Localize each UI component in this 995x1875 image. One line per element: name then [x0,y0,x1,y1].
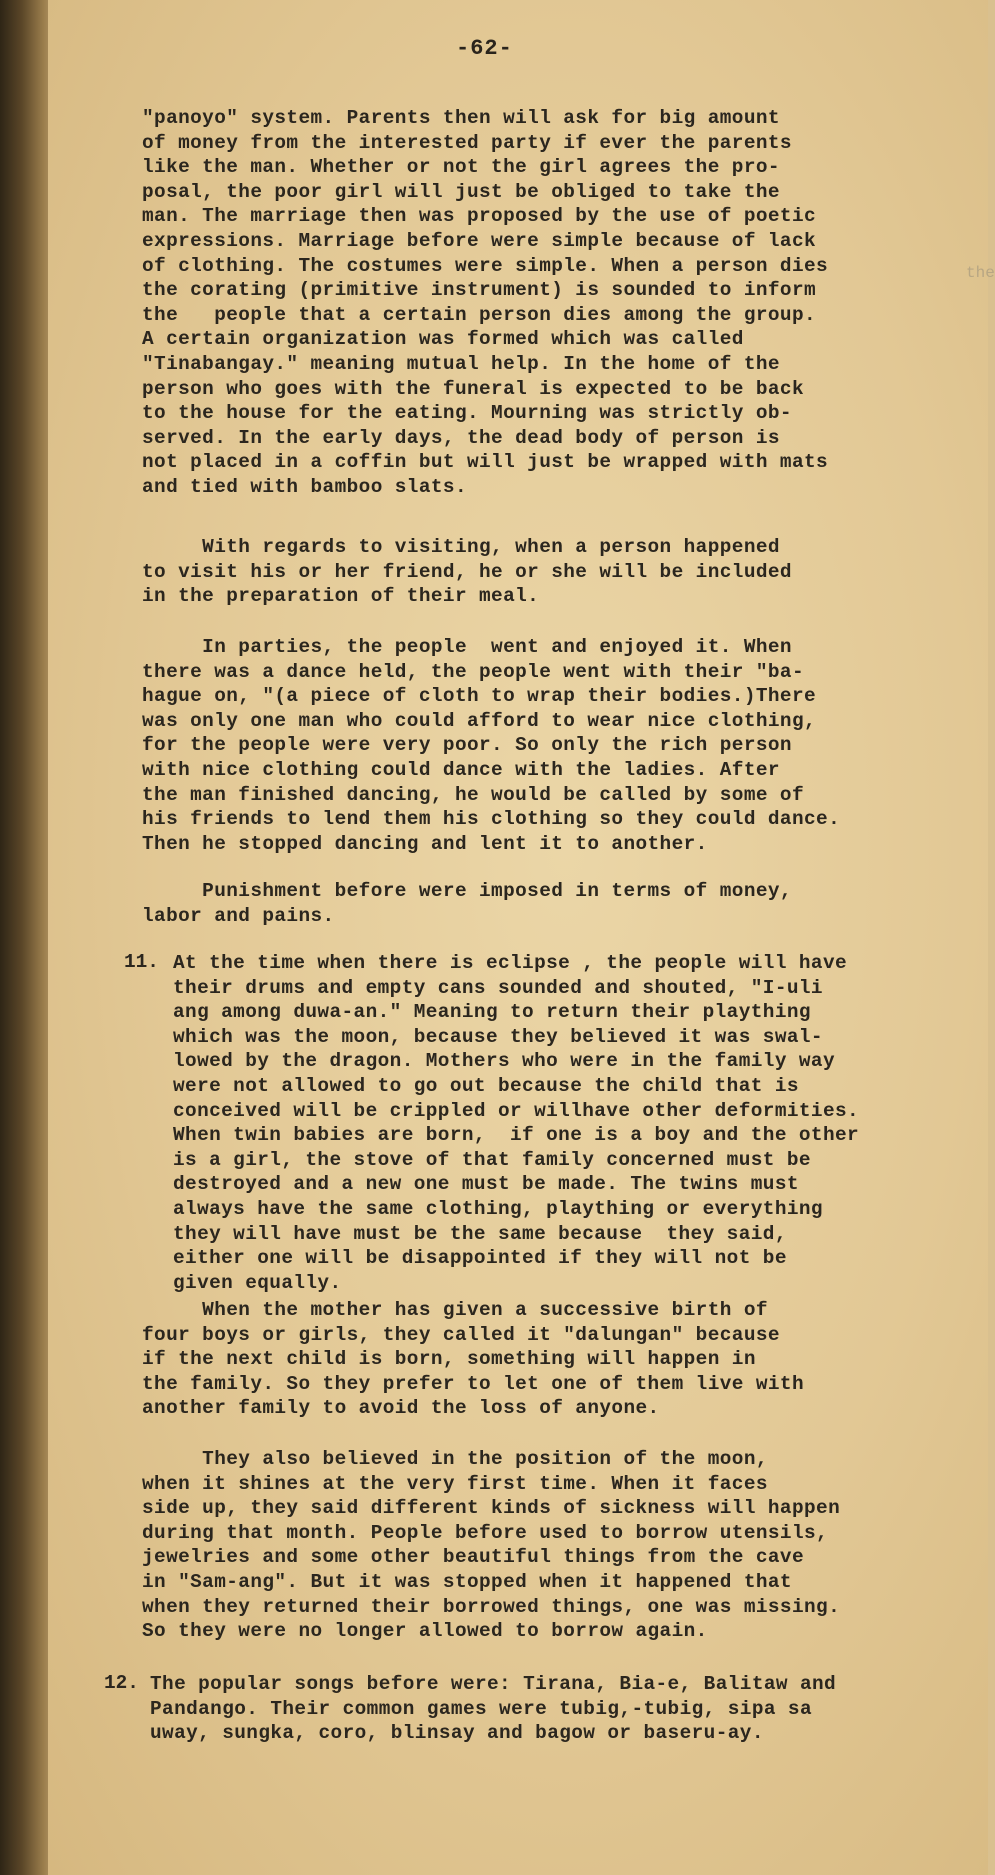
page-number: -62- [456,36,513,61]
paragraph-punishment: Punishment before were imposed in terms of money, labor and pains. [142,880,792,927]
paragraph-eclipse-beliefs: At the time when there is eclipse , the people will have their drums and empty cans sounded and shouted, "I-uli ang among duwa-an." Meaning to return their plaything which was the moon, because they believed it was swal- lowed by the dragon. Mothers who were in the family way were not allowed to go out because the child that is conceived will be crippled or willhave other deformities. When twin babies are born, if one is a boy and the other is a girl, the stove of that family concerned must be destroyed and a new one must be made. The twins must always have the same clothing, plaything or everything they will have must be the same because they said, either one will be disappointed if they will not be given equally. [173,952,860,1294]
paragraph-visiting: With regards to visiting, when a person happened to visit his or her friend, he or she will be included in the preparation of their meal. [142,536,792,608]
paragraph-moon-position: They also believed in the position of the moon, when it shines at the very first time. When it faces side up, they said different kinds of sickness will happen during that month. People before used to borrow utensils, jewelries and some other beautiful things from the cave in "Sam-ang". But it was stopped when it happened that when they returned their borrowed things, one was missing. So they were no longer allowed to borrow again. [142,1448,841,1643]
paragraph-songs-games: The popular songs before were: Tirana, Bia-e, Balitaw and Pandango. Their common games were tubig,-tubig, sipa sa uway, sungka, coro, blinsay and bagow or baseru-ay. [150,1673,837,1745]
item-number-12: 12. [104,1672,139,1694]
paragraph-dalungan: When the mother has given a successive birth of four boys or girls, they called it "dalungan" because if the next child is born, something will happen in the family. So they prefer to let one of them live with another family to avoid the loss of anyone. [142,1299,804,1420]
paragraph-customs: "panoyo" system. Parents then will ask for big amount of money from the interested party if ever the parents like the man. Whether or not the girl agrees the pro- posal, the poor girl will just be obliged to take the man. The marriage then was proposed by the use of poetic expressions. Marriage before were simple because of lack of clothing. The costumes were simple. When a person dies the corating (primitive instrument) is sounded to inform the people that a certain person dies among the group. A certain organization was formed which was called "Tinabangay." meaning mutual help. In the home of the person who goes with the funeral is expected to be back to the house for the eating. Mourning was strictly ob- served. In the early days, the dead body of person is not placed in a coffin but will just be wrapped with mats and tied with bamboo slats. [142,107,829,498]
margin-bleed-text: the [966,264,995,282]
document-page [48,0,995,1875]
item-number-11: 11. [124,951,159,973]
paragraph-parties: In parties, the people went and enjoyed it. When there was a dance held, the people went with their "ba- hague on, "(a piece of cloth to wrap their bodies.)There was only one man who could afford to wear nice clothing, for the people were very poor. So only the rich person with nice clothing could dance with the ladies. After the man finished dancing, he would be called by some of his friends to lend them his clothing so they could dance. Then he stopped dancing and lent it to another. [142,636,841,855]
